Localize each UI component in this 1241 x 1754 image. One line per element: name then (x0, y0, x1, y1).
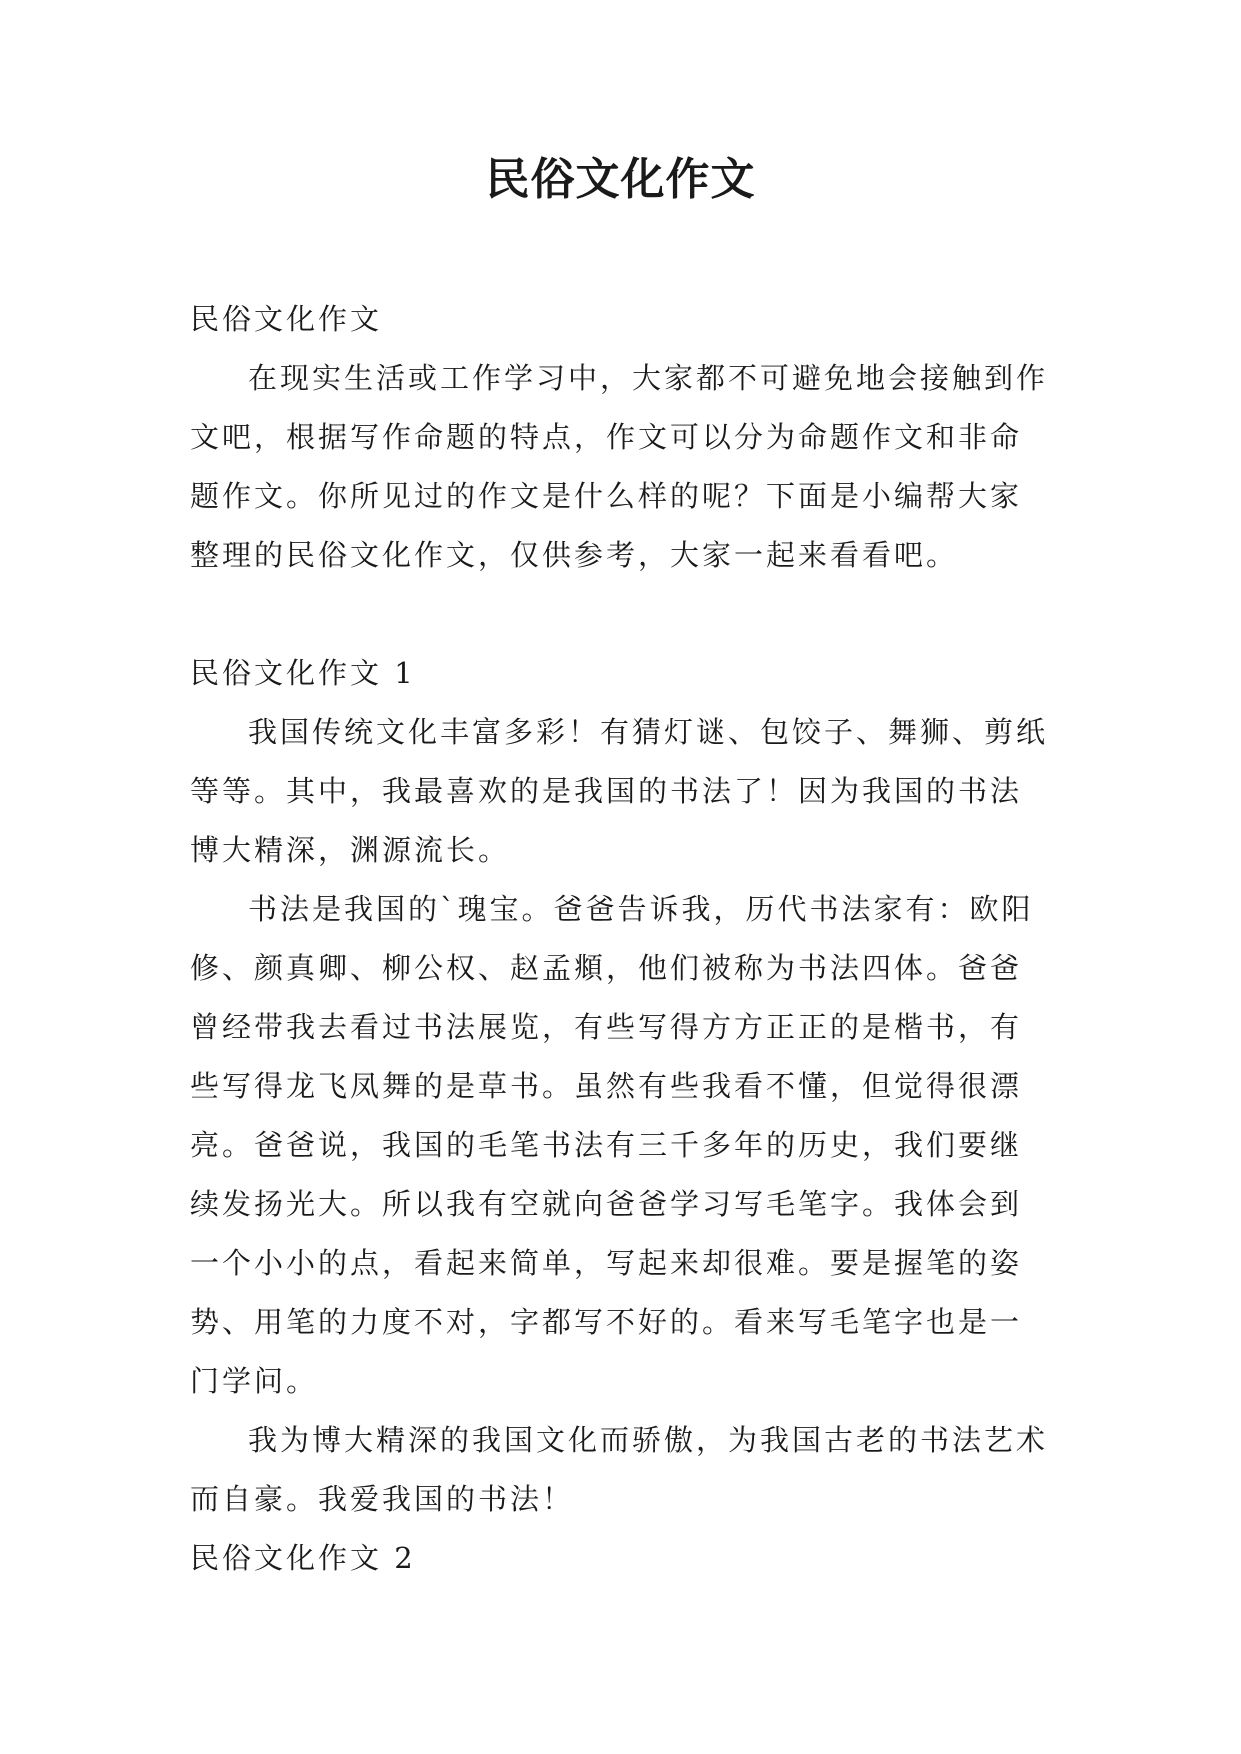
document-body (190, 290, 1050, 1588)
intro-paragraph: 在现实生活或工作学习中，大家都不可避免地会接触到作文吧，根据写作命题的特点，作文可以分为命题作文和非命题作文。你所见过的作文是什么样的呢？下面是小编帮大家整理的民俗文化作文，仅供参考，大家一起来看看吧。 (190, 361, 1049, 572)
document-title: 民俗文化作文 (485, 154, 756, 205)
essay-2-heading: 民俗文化作文 2 (190, 1541, 416, 1575)
essay-1-paragraph-1: 我国传统文化丰富多彩！有猜灯谜、包饺子、舞狮、剪纸等等。其中，我最喜欢的是我国的书法了！因为我国的书法博大精深，渊源流长。 (190, 715, 1049, 867)
section-spacer (190, 585, 1050, 644)
essay-1-paragraph-2: 书法是我国的`瑰宝。爸爸告诉我，历代书法家有：欧阳修、颜真卿、柳公权、赵孟頫，他们被称为书法四体。爸爸曾经带我去看过书法展览，有些写得方方正正的是楷书，有些写得龙飞凤舞的是草书。虽然有些我看不懂，但觉得很漂亮。爸爸说，我国的毛笔书法有三千多年的历史，我们要继续发扬光大。所以我有空就向爸爸学习写毛笔字。我体会到一个小小的点，看起来简单，写起来却很难。要是握笔的姿势、用笔的力度不对，字都写不好的。看来写毛笔字也是一门学问。 (190, 892, 1034, 1398)
essay-1-heading: 民俗文化作文 1 (190, 656, 416, 690)
essay-1-paragraph-3: 我为博大精深的我国文化而骄傲，为我国古老的书法艺术而自豪。我爱我国的书法！ (190, 1423, 1049, 1516)
intro-heading: 民俗文化作文 (190, 302, 383, 336)
